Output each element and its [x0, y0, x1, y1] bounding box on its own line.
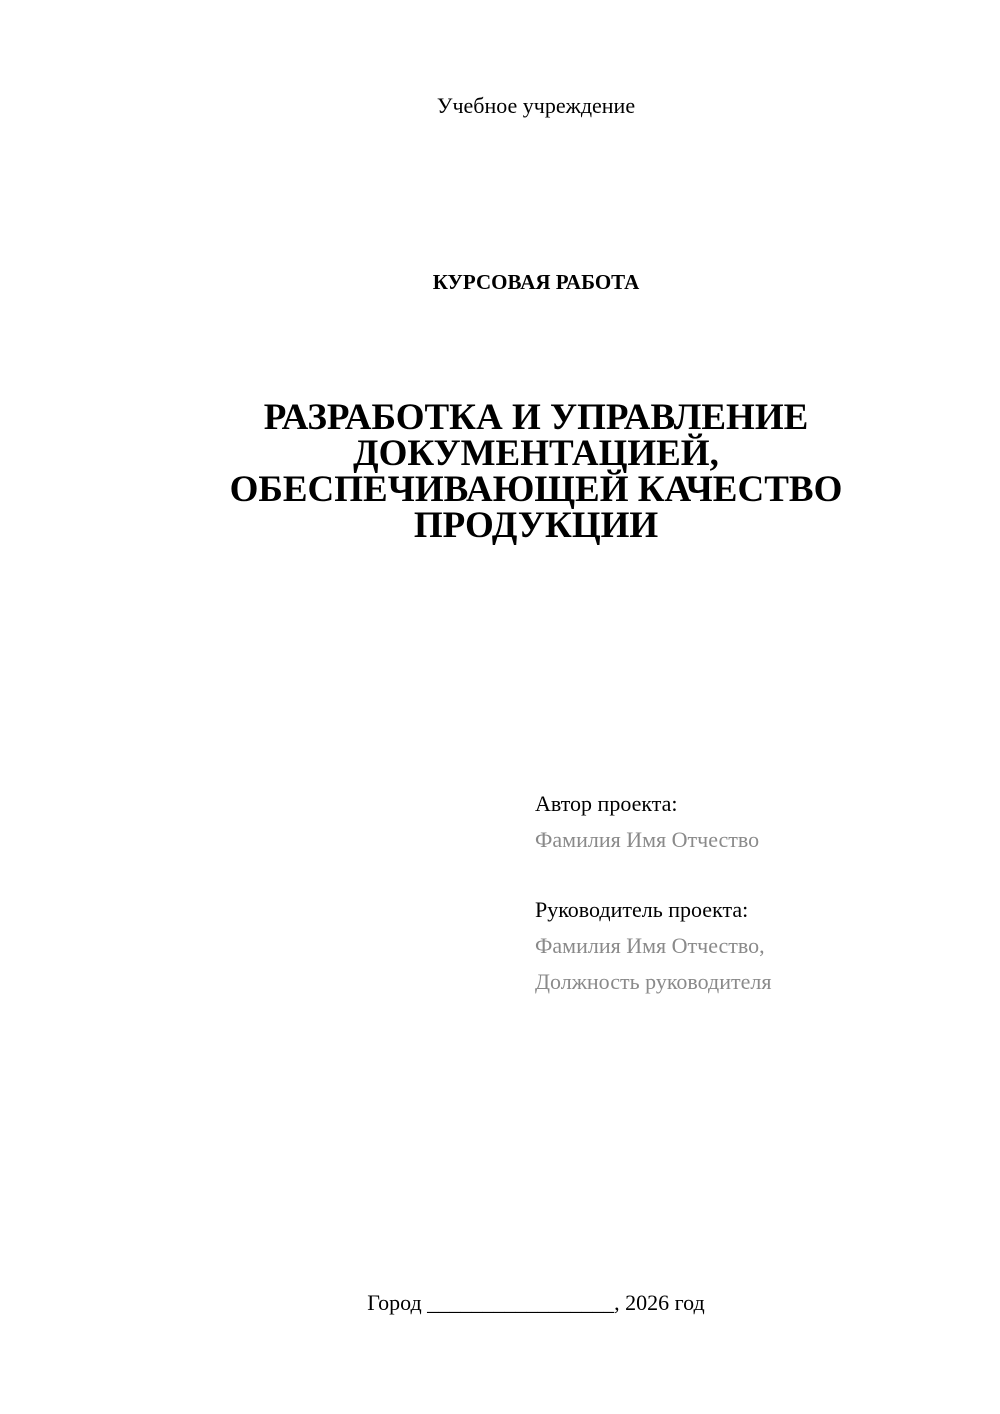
supervisor-name-placeholder: Фамилия Имя Отчество, [535, 933, 765, 958]
author-name-placeholder: Фамилия Имя Отчество [535, 827, 760, 852]
supervisor-label: Руководитель проекта: [535, 897, 749, 922]
supervisor-block [535, 892, 771, 1000]
city-year-line: Город _________________, 2026 год [367, 1290, 705, 1315]
main-title-line: ОБЕСПЕЧИВАЮЩЕЙ КАЧЕСТВО [229, 469, 843, 510]
main-title [0, 397, 1000, 546]
main-title-line: РАЗРАБОТКА И УПРАВЛЕНИЕ [263, 397, 809, 438]
main-title-line: ПРОДУКЦИИ [413, 505, 659, 546]
author-block [535, 786, 759, 858]
institution-name: Учебное учреждение [436, 93, 636, 118]
author-label: Автор проекта: [535, 791, 678, 816]
work-type-heading: КУРСОВАЯ РАБОТА [432, 270, 640, 294]
main-title-line: ДОКУМЕНТАЦИЕЙ, [353, 433, 719, 474]
supervisor-position-placeholder: Должность руководителя [535, 969, 772, 994]
